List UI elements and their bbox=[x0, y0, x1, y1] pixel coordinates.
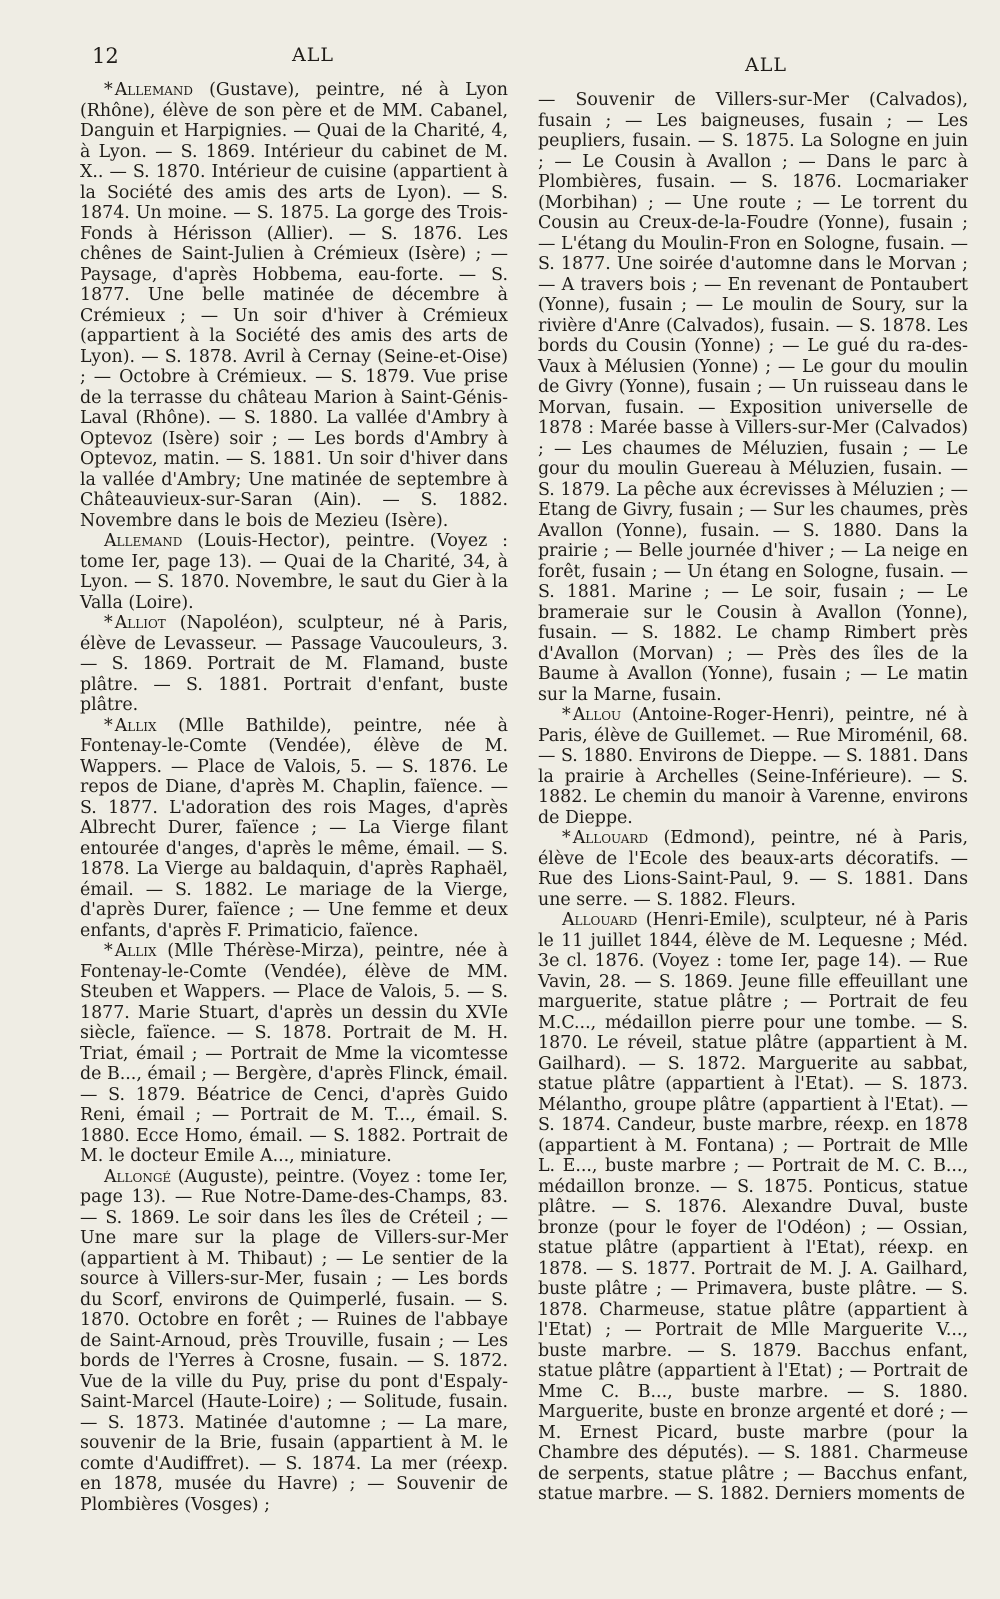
dictionary-entry bbox=[80, 80, 508, 531]
dictionary-entry bbox=[538, 910, 968, 1505]
new-entry-asterisk: * bbox=[562, 828, 571, 848]
entry-text: (Mlle Bathilde), peintre, née à Fontenay-le-Comte (Vendée), élève de M. Wappers. — Place de Valois, 5. — S. 1876. Le repos de Diane, d'après M. Chaplin, faïence. — S. 1877. L'adoration des rois Mages, d'après Albrecht Durer, faïence ; — La Vierge filant entourée d'anges, d'après le même, émail. — S. 1878. La Vierge au baldaquin, d'après Raphaël, émail. — S. 1882. Le mariage de la Vierge, d'après Durer, faïence ; — Une femme et deux enfants, d'après F. Primaticio, faïence. bbox=[80, 715, 509, 941]
entry-name: Allouard bbox=[562, 910, 638, 930]
entry-text: — Souvenir de Villers-sur-Mer (Calvados), fusain ; — Les baigneuses, fusain ; — Les peupliers, fusain. — S. 1875. La Sologne en juin ; — Le Cousin à Avallon ; — Dans le parc à Plombières, fusain. — S. 1876. Locmariaker (Morbihan) ; — Une route ; — Le torrent du Cousin au Creux-de-la-Foudre (Yonne), fusain ; — L'étang du Moulin-Fron en Sologne, fusain. — S. 1877. Une soirée d'automne dans le Morvan ; — A travers bois ; — En revenant de Pontaubert (Yonne), fusain ; — Le moulin de Soury, sur la rivière d'Anre (Calvados), fusain. — S. 1878. Les bords du Cousin (Yonne) ; — Le gué du ra-des-Vaux à Mélusien (Yonne) ; — Le gour du moulin de Givry (Yonne), fusain ; — Un ruisseau dans le Morvan, fusain. — Exposition universelle de 1878 : Marée basse à Villers-sur-Mer (Calvados) ; — Les chaumes de Méluzien, fusain ; — Le gour du moulin Guereau à Méluzien, fusain. — S. 1879. La pêche aux écrevisses à Méluzien ; — Etang de Givry, fusain ; — Sur les chaumes, près Avallon (Yonne), fusain. — S. 1880. Dans la prairie ; — Belle journée d'hiver ; — La neige en forêt, fusain ; — Un étang en Sologne, fusain. — S. 1881. Marine ; — Le soir, fusain ; — Le brameraie sur le Cousin à Avallon (Yonne), fusain. — S. 1882. Le champ Rimbert près d'Avallon (Morvan) ; — Près des îles de la Baume à Avallon (Yonne), fusain ; — Le matin sur la Marne, fusain. bbox=[538, 90, 968, 705]
running-head-left: ALL bbox=[292, 44, 334, 66]
new-entry-asterisk: * bbox=[562, 705, 571, 725]
entry-text: (Edmond), peintre, né à Paris, élève de l'Ecole des beaux-arts décoratifs. — Rue des Lions-Saint-Paul, 9. — S. 1881. Dans une serre. — S. 1882. Fleurs. bbox=[538, 828, 968, 910]
entry-text: (Napoléon), sculpteur, né à Paris, élève de Levasseur. — Passage Vaucouleurs, 3. — S. 1869. Portrait de M. Flamand, buste plâtre. — S. 1881. Portrait d'enfant, buste plâtre. bbox=[80, 613, 509, 715]
dictionary-entry bbox=[80, 716, 508, 942]
entry-text: (Henri-Emile), sculpteur, né à Paris le 11 juillet 1844, élève de M. Lequesne ; Méd. 3e cl. 1876. (Voyez : tome Ier, page 14). — Rue Vavin, 28. — S. 1869. Jeune fille effeuillant une marguerite, statue plâtre ; — Portrait de feu M.C..., médaillon pierre pour une tombe. — S. 1870. Le réveil, statue plâtre (appartient à M. Gailhard). — S. 1872. Marguerite au sabbat, statue plâtre (appartient à l'Etat). — S. 1873. Mélantho, groupe plâtre (appartient à l'Etat). — S. 1874. Candeur, buste marbre, réexp. en 1878 (appartient à M. Fontana) ; — Portrait de Mlle L. E..., buste marbre ; — Portrait de M. C. B..., médaillon bronze. — S. 1875. Ponticus, statue plâtre. — S. 1876. Alexandre Duval, buste bronze (pour le foyer de l'Odéon) ; — Ossian, statue plâtre (appartient à l'Etat), réexp. en 1878. — S. 1877. Portrait de M. J. A. Gailhard, buste plâtre ; — Primavera, buste plâtre. — S. 1878. Charmeuse, statue plâtre (appartient à l'Etat) ; — Portrait de Mlle Marguerite V..., buste marbre. — S. 1879. Bacchus enfant, statue plâtre (appartient à l'Etat) ; — Portrait de Mme C. B..., buste marbre. — S. 1880. Marguerite, buste en bronze argenté et doré ; — M. Ernest Picard, buste marbre (pour la Chambre des députés). — S. 1881. Charmeuse de serpents, statue plâtre ; — Bacchus enfant, statue marbre. — S. 1882. Derniers moments de bbox=[538, 910, 968, 1504]
dictionary-entry bbox=[80, 531, 508, 613]
dictionary-entry bbox=[80, 1167, 508, 1516]
dictionary-entry bbox=[80, 941, 508, 1167]
entry-name: Allemand bbox=[104, 531, 183, 551]
left-column bbox=[80, 80, 508, 1515]
entry-name: Allix bbox=[114, 941, 157, 961]
new-entry-asterisk: * bbox=[104, 941, 113, 961]
entry-name: Alliot bbox=[114, 613, 166, 633]
entry-text: (Louis-Hector), peintre. (Voyez : tome Ier, page 13). — Quai de la Charité, 34, à Lyon. — S. 1870. Novembre, le saut du Gier à la Valla (Loire). bbox=[80, 531, 508, 613]
entry-text: (Auguste), peintre. (Voyez : tome Ier, page 13). — Rue Notre-Dame-des-Champs, 83. — S. 1869. Le soir dans les îles de Créteil ; — Une mare sur la plage de Villers-sur-Mer (appartient à M. Thibaut) ; — Le sentier de la source à Villers-sur-Mer, fusain ; — Les bords du Scorf, environs de Quimperlé, fusain. — S. 1870. Octobre en forêt ; — Ruines de l'abbaye de Saint-Arnoud, près Trouville, fusain ; — Les bords de l'Yerres à Crosne, fusain. — S. 1872. Vue de la ville du Puy, prise du pont d'Espaly-Saint-Marcel (Haute-Loire) ; — Solitude, fusain. — S. 1873. Matinée d'automne ; — La mare, souvenir de la Brie, fusain (appartient à M. le comte d'Audiffret). — S. 1874. La mer (réexp. en 1878, musée du Havre) ; — Souvenir de Plombières (Vosges) ; bbox=[80, 1166, 509, 1515]
new-entry-asterisk: * bbox=[104, 715, 113, 736]
dictionary-entry bbox=[80, 613, 508, 716]
right-column bbox=[538, 90, 968, 1505]
entry-text: (Mlle Thérèse-Mirza), peintre, née à Fontenay-le-Comte (Vendée), élève de MM. Steuben et Wappers. — Place de Valois, 5. — S. 1877. Marie Stuart, d'après un dessin du XVIe siècle, faïence. — S. 1878. Portrait de M. H. Triat, émail ; — Portrait de Mme la vicomtesse de B..., émail ; — Bergère, d'après Flinck, émail. — S. 1879. Béatrice de Cenci, d'après Guido Reni, émail ; — Portrait de M. T..., émail. S. 1880. Ecce Homo, émail. — S. 1882. Portrait de M. le docteur Emile A..., miniature. bbox=[80, 941, 508, 1166]
entry-text: (Antoine-Roger-Henri), peintre, né à Paris, élève de Guillemet. — Rue Miroménil, 68. — S. 1880. Environs de Dieppe. — S. 1881. Dans la prairie à Archelles (Seine-Inférieure). — S. 1882. Le chemin du manoir à Varenne, environs de Dieppe. bbox=[538, 705, 968, 828]
entry-name: Allou bbox=[572, 705, 622, 725]
new-entry-asterisk: * bbox=[104, 80, 113, 100]
entry-name: Allix bbox=[114, 715, 157, 736]
entry-continuation bbox=[538, 90, 968, 705]
entry-name: Allemand bbox=[114, 80, 194, 100]
dictionary-entry bbox=[538, 705, 968, 828]
page-number: 12 bbox=[92, 44, 119, 68]
entry-name: Allongé bbox=[104, 1166, 172, 1187]
entry-name: Allouard bbox=[572, 828, 649, 848]
dictionary-entry bbox=[538, 828, 968, 910]
running-head-right: ALL bbox=[745, 54, 787, 76]
entry-text: (Gustave), peintre, né à Lyon (Rhône), élève de son père et de MM. Cabanel, Danguin et Harpignies. — Quai de la Charité, 4, à Lyon. — S. 1869. Intérieur du cabinet de M. X.. — S. 1870. Intérieur de cuisine (appartient à la Société des amis des arts de Lyon). — S. 1874. Un moine. — S. 1875. La gorge des Trois-Fonds à Hérisson (Allier). — S. 1876. Les chênes de Saint-Julien à Crémieux (Isère) ; — Paysage, d'après Hobbema, eau-forte. — S. 1877. Une belle matinée de décembre à Crémieux ; — Un soir d'hiver à Crémieux (appartient à la Société des amis des arts de Lyon). — S. 1878. Avril à Cernay (Seine-et-Oise) ; — Octobre à Crémieux. — S. 1879. Vue prise de la terrasse du château Marion à Saint-Génis-Laval (Rhône). — S. 1880. La vallée d'Ambry à Optevoz (Isère) soir ; — Les bords d'Ambry à Optevoz, matin. — S. 1881. Un soir d'hiver dans la vallée d'Ambry; Une matinée de septembre à Châteauvieux-sur-Saran (Ain). — S. 1882. Novembre dans le bois de Mezieu (Isère). bbox=[80, 80, 508, 531]
new-entry-asterisk: * bbox=[104, 613, 113, 633]
